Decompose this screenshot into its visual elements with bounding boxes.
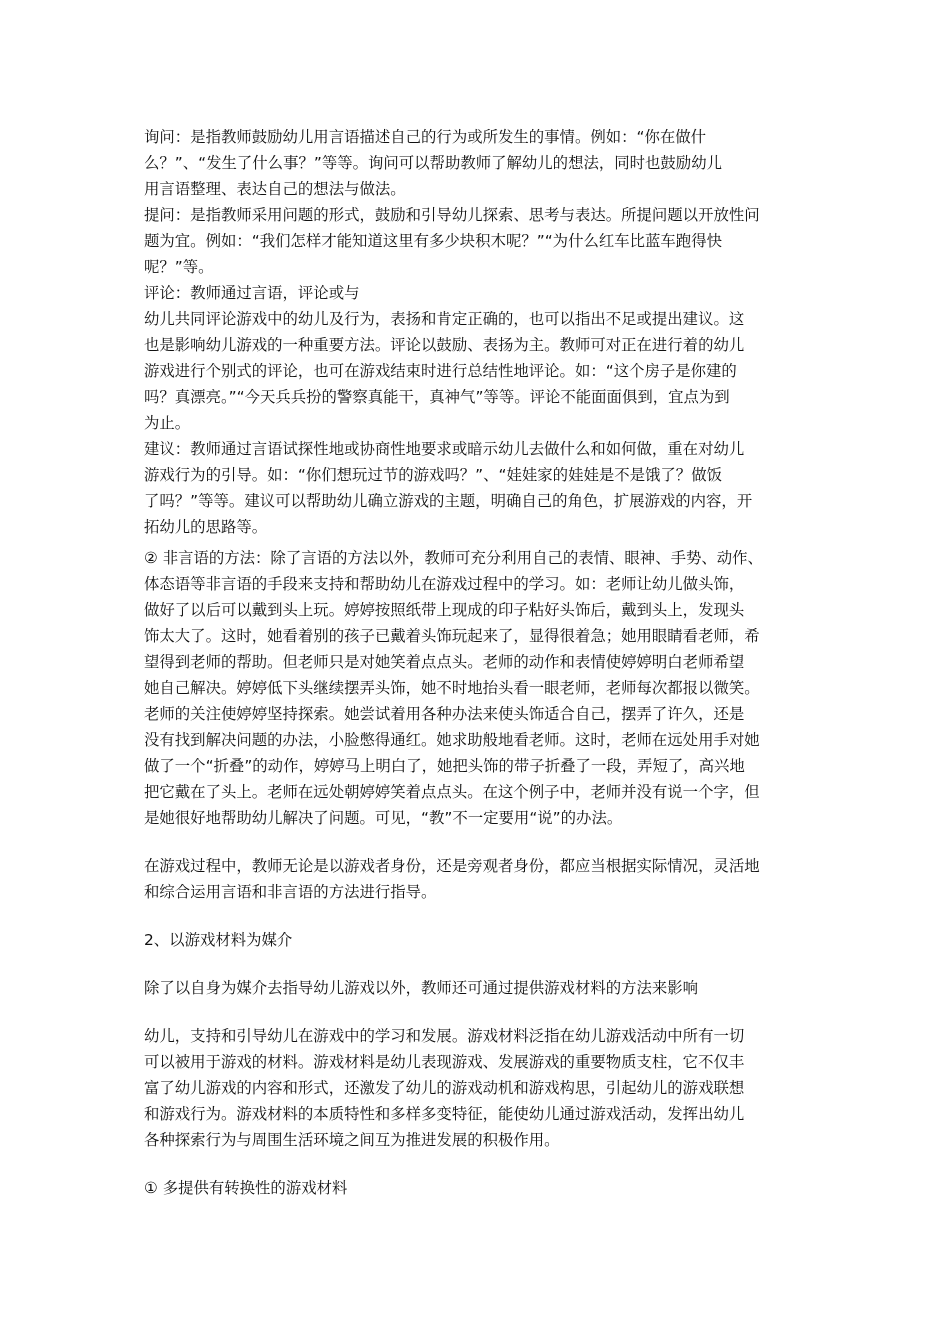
text-line: 除了以自身为媒介去指导幼儿游戏以外，教师还可通过提供游戏材料的方法来影响 — [144, 979, 699, 997]
paragraph-summary — [144, 853, 804, 905]
spacer — [144, 905, 804, 927]
text-line: ② 非言语的方法：除了言语的方法以外，教师可充分利用自己的表情、眼神、手势、动作、 — [144, 549, 763, 567]
spacer — [144, 1001, 804, 1023]
text-line: 幼儿，支持和引导幼儿在游戏中的学习和发展。游戏材料泛指在幼儿游戏活动中所有一切 — [144, 1027, 745, 1045]
text-line: 吗？真漂亮。”“今天兵兵扮的警察真能干，真神气”等等。评论不能面面俱到，宜点为到 — [144, 388, 730, 406]
text-line: 做了一个“折叠”的动作，婷婷马上明白了，她把头饰的带子折叠了一段，弄短了，高兴地 — [144, 757, 745, 775]
text-line: 饰太大了。这时，她看着别的孩子已戴着头饰玩起来了，显得很着急；她用眼睛看老师，希 — [144, 627, 760, 645]
paragraph-nonverbal — [144, 545, 804, 831]
text-line: 建议：教师通过言语试探性地或协商性地要求或暗示幼儿去做什么和如何做，重在对幼儿 — [144, 440, 745, 458]
text-line: 么？”、“发生了什么事？”等等。询问可以帮助教师了解幼儿的想法，同时也鼓励幼儿 — [144, 154, 722, 172]
text-line: 为止。 — [144, 414, 191, 432]
text-line: 评论：教师通过言语，评论或与 — [144, 284, 360, 302]
text-line: 询问：是指教师鼓励幼儿用言语描述自己的行为或所发生的事情。例如：“你在做什 — [144, 128, 707, 146]
text-line: 没有找到解决问题的办法，小脸憋得通红。她求助般地看老师。这时，老师在远处用手对她 — [144, 731, 760, 749]
text-line: 富了幼儿游戏的内容和形式，还激发了幼儿的游戏动机和游戏构思，引起幼儿的游戏联想 — [144, 1079, 745, 1097]
text-line: 做好了以后可以戴到头上玩。婷婷按照纸带上现成的印子粘好头饰后，戴到头上，发现头 — [144, 601, 745, 619]
paragraph-suggestion — [144, 436, 804, 540]
text-line: 题为宜。例如：“我们怎样才能知道这里有多少块积木呢？”“为什么红车比蓝车跑得快 — [144, 232, 722, 250]
text-line: 她自己解决。婷婷低下头继续摆弄头饰，她不时地抬头看一眼老师，老师每次都报以微笑。 — [144, 679, 760, 697]
text-line: 是她很好地帮助幼儿解决了问题。可见，“教”不一定要用“说”的办法。 — [144, 809, 623, 827]
paragraph-intro — [144, 975, 804, 1001]
list-item — [144, 1175, 804, 1201]
text-line: 老师的关注使婷婷坚持探索。她尝试着用各种办法来使头饰适合自己，摆弄了许久，还是 — [144, 705, 745, 723]
text-line: 望得到老师的帮助。但老师只是对她笑着点点头。老师的动作和表情使婷婷明白老师希望 — [144, 653, 745, 671]
text-line: 提问：是指教师采用问题的形式，鼓励和引导幼儿探索、思考与表达。所提问题以开放性问 — [144, 206, 760, 224]
document-page — [144, 124, 804, 1201]
text-line: 2、以游戏材料为媒介 — [144, 931, 293, 949]
section-heading — [144, 927, 804, 953]
paragraph-materials — [144, 1023, 804, 1153]
text-line: 游戏进行个别式的评论，也可在游戏结束时进行总结性地评论。如：“这个房子是你建的 — [144, 362, 737, 380]
text-line: 幼儿共同评论游戏中的幼儿及行为，表扬和肯定正确的，也可以指出不足或提出建议。这 — [144, 310, 745, 328]
text-line: 用言语整理、表达自己的想法与做法。 — [144, 180, 406, 198]
paragraph-commenting — [144, 280, 804, 436]
text-line: 拓幼儿的思路等。 — [144, 518, 268, 536]
spacer — [144, 1153, 804, 1175]
spacer — [144, 953, 804, 975]
text-line: 把它戴在了头上。老师在远处朝婷婷笑着点点头。在这个例子中，老师并没有说一个字，但 — [144, 783, 760, 801]
text-line: 可以被用于游戏的材料。游戏材料是幼儿表现游戏、发展游戏的重要物质支柱，它不仅丰 — [144, 1053, 745, 1071]
text-line: 在游戏过程中，教师无论是以游戏者身份，还是旁观者身份，都应当根据实际情况，灵活地 — [144, 857, 760, 875]
text-line: 游戏行为的引导。如：“你们想玩过节的游戏吗？”、“娃娃家的娃娃是不是饿了？做饭 — [144, 466, 722, 484]
paragraph-inquiry — [144, 124, 804, 202]
text-line: 和综合运用言语和非言语的方法进行指导。 — [144, 883, 437, 901]
paragraph-questioning — [144, 202, 804, 280]
text-line: 各种探索行为与周围生活环境之间互为推进发展的积极作用。 — [144, 1131, 560, 1149]
text-line: 了吗？”等等。建议可以帮助幼儿确立游戏的主题，明确自己的角色，扩展游戏的内容，开 — [144, 492, 753, 510]
text-line: 和游戏行为。游戏材料的本质特性和多样多变特征，能使幼儿通过游戏活动，发挥出幼儿 — [144, 1105, 745, 1123]
text-line: ① 多提供有转换性的游戏材料 — [144, 1179, 348, 1197]
text-line: 也是影响幼儿游戏的一种重要方法。评论以鼓励、表扬为主。教师可对正在进行着的幼儿 — [144, 336, 745, 354]
text-line: 呢？”等。 — [144, 258, 214, 276]
text-line: 体态语等非言语的手段来支持和帮助幼儿在游戏过程中的学习。如：老师让幼儿做头饰， — [144, 575, 745, 593]
spacer — [144, 831, 804, 853]
